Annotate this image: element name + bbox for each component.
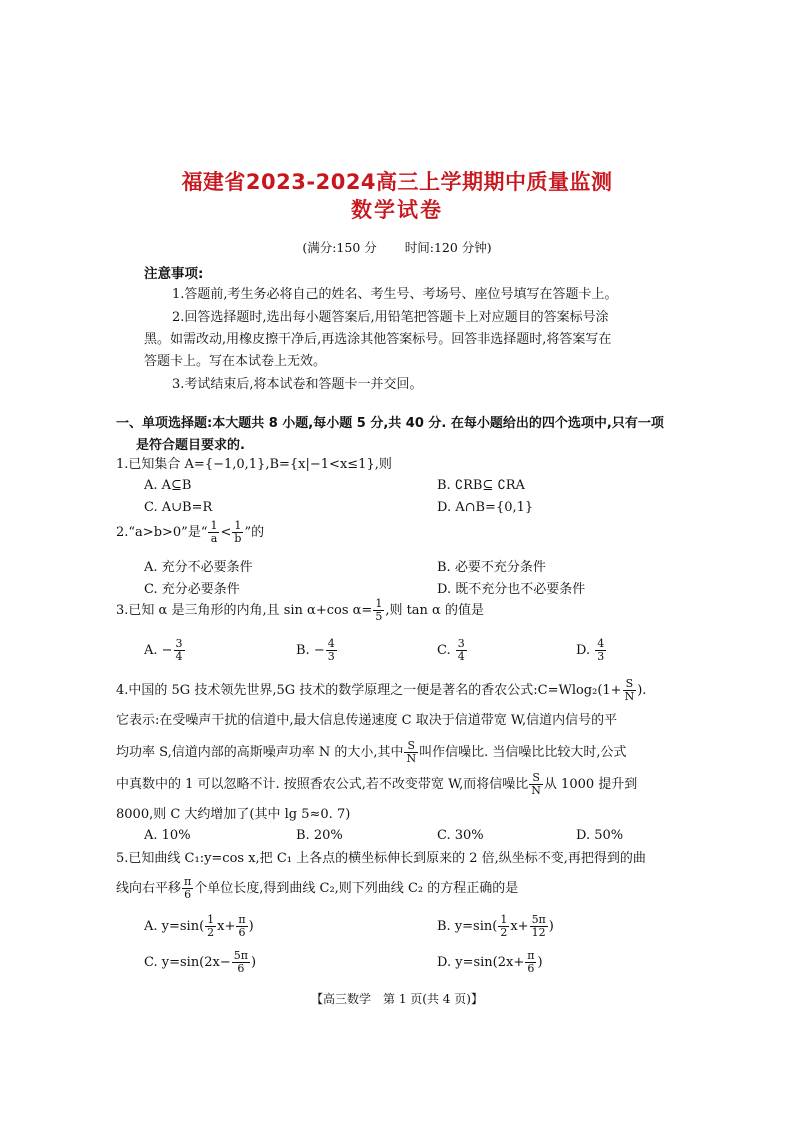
section-heading-line-2: 是符合题目要求的. [136, 438, 245, 453]
exam-time: 时间:120 分钟) [404, 240, 492, 255]
exam-meta [0, 238, 794, 256]
q5-option-c: C. y=sin(2x− $\frac{5\pi}{6}$ ) [144, 949, 257, 975]
note-item-3: 3.考试结束后,将本试卷和答题卡一并交回。 [172, 377, 423, 392]
q2-fraction-2: $\frac{1}{b}$ [234, 519, 242, 545]
q5-line-1: 5.已知曲线 C₁:y=cos x,把 C₁ 上各点的横坐标伸长到原来的 2 倍,纵坐标不变,再把得到的曲 [116, 851, 646, 866]
q4-line-2: 它表示:在受噪声干扰的信道中,最大信息传递速度 C 取决于信道带宽 W,信道内信号的平 [116, 713, 618, 728]
note-item-2-line-3: 答题卡上。写在本试卷上无效。 [144, 354, 327, 369]
q4-line-4: 中真数中的 1 可以忽略不计. 按照香农公式,若不改变带宽 W,而将信噪比 $\frac{S}{N}$ 从 1000 提升到 [116, 771, 638, 797]
full-score: (满分:150 分 [302, 240, 377, 255]
page-footer: 【高三数学 第 1 页(共 4 页)】 [311, 992, 483, 1006]
q1-stem: 1.已知集合 A={−1,0,1},B={x|−1<x≤1},则 [116, 457, 392, 472]
q5-option-b: B. y=sin( $\frac{1}{2}$ x+ $\frac{5\pi}{12}$ ) [437, 913, 554, 939]
note-item-1: 1.答题前,考生务必将自己的姓名、考生号、考场号、座位号填写在答题卡上。 [172, 287, 618, 302]
q5-option-d: D. y=sin(2x+ $\frac{\pi}{6}$ ) [437, 949, 543, 975]
q4-option-a: A. 10% [144, 828, 191, 843]
q1-option-a: A. A⊆B [144, 478, 192, 493]
q5-line-2: 线向右平移 $\frac{\pi}{6}$ 个单位长度,得到曲线 C₂,则下列曲线 C₂ 的方程正确的是 [116, 875, 519, 901]
q2-option-a: A. 充分不必要条件 [144, 560, 253, 575]
q2-option-c: C. 充分必要条件 [144, 582, 240, 597]
q3-option-b: B. − $\frac{4}{3}$ [296, 637, 335, 663]
q2-fraction-1: $\frac{1}{a}$ [210, 519, 218, 545]
note-item-2-line-2: 黑。如需改动,用橡皮擦干净后,再选涂其他答案标号。回答非选择题时,将答案写在 [144, 332, 612, 347]
exam-title: 福建省2023-2024高三上学期期中质量监测 [181, 170, 613, 194]
q1-option-c: C. A∪B=R [144, 500, 213, 515]
q4-line-1: 4.中国的 5G 技术领先世界,5G 技术的数学原理之一便是著名的香农公式:C=Wlog₂(1+ $\frac{S}{N}$ ). [116, 677, 647, 703]
q3-option-a: A. − $\frac{3}{4}$ [144, 637, 183, 663]
q3-option-d: D. $\frac{4}{3}$ [576, 637, 605, 663]
q3-option-c: C. $\frac{3}{4}$ [437, 637, 465, 663]
q5-option-a: A. y=sin( $\frac{1}{2}$ x+ $\frac{\pi}{6}$ ) [144, 913, 254, 939]
q2-option-b: B. 必要不充分条件 [437, 560, 546, 575]
q3-fraction: $\frac{1}{5}$ [375, 597, 383, 623]
q1-option-d: D. A∩B={0,1} [437, 500, 534, 515]
notes-heading: 注意事项: [144, 266, 204, 282]
q1-option-b: B. ∁RB⊆ ∁RA [437, 478, 525, 493]
note-item-2-line-1: 2.回答选择题时,选出每小题答案后,用铅笔把答题卡上对应题目的答案标号涂 [172, 310, 609, 325]
q2-stem: 2.“a>b>0”是“ $\frac{1}{a}$ < $\frac{1}{b}$ ”的 [116, 519, 265, 545]
q4-line-3: 均功率 S,信道内部的高斯噪声功率 N 的大小,其中 $\frac{S}{N}$ 叫作信噪比. 当信噪比比较大时,公式 [116, 739, 627, 765]
q4-option-d: D. 50% [576, 828, 624, 843]
q4-option-b: B. 20% [296, 828, 343, 843]
section-heading-line-1: 一、单项选择题:本大题共 8 小题,每小题 5 分,共 40 分. 在每小题给出的四个选项中,只有一项 [116, 416, 664, 431]
exam-subtitle: 数学试卷 [351, 198, 443, 222]
q4-line-5: 8000,则 C 大约增加了(其中 lg 5≈0. 7) [116, 807, 351, 822]
q4-option-c: C. 30% [437, 828, 484, 843]
q3-stem: 3.已知 α 是三角形的内角,且 sin α+cos α= $\frac{1}{5}$ ,则 tan α 的值是 [116, 597, 484, 623]
q2-option-d: D. 既不充分也不必要条件 [437, 582, 586, 597]
